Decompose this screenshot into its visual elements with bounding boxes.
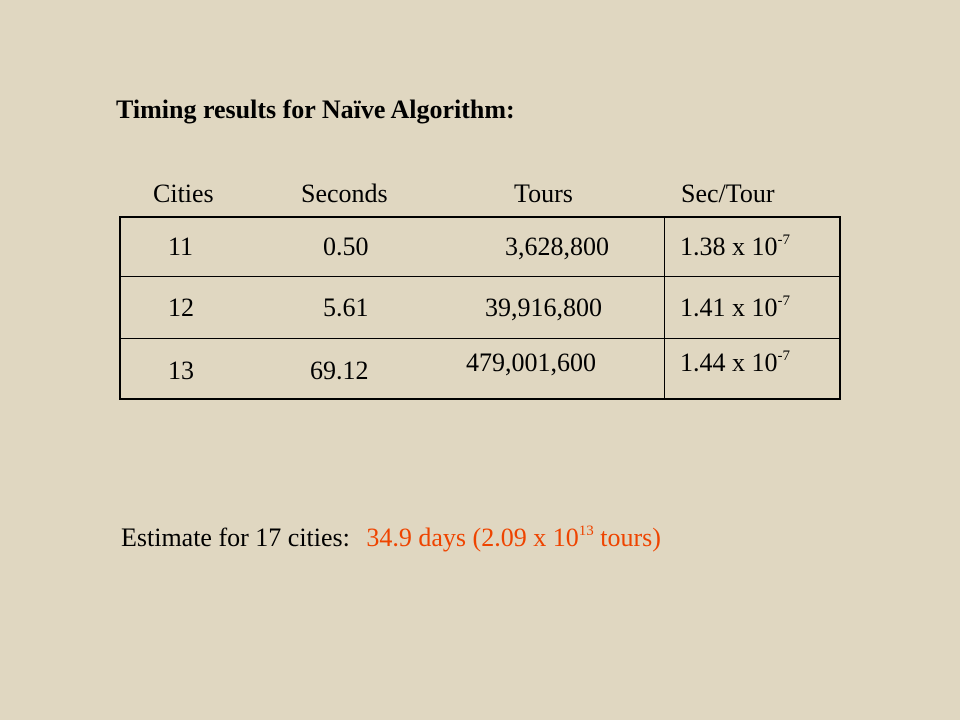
column-header-sec-per-tour: Sec/Tour bbox=[681, 179, 775, 208]
row-divider bbox=[121, 338, 839, 339]
sec-per-tour-mantissa: 1.38 x 10 bbox=[680, 232, 778, 261]
row-divider bbox=[121, 276, 839, 277]
sec-per-tour-mantissa: 1.41 x 10 bbox=[680, 293, 778, 322]
table-cell-sec-per-tour bbox=[680, 291, 790, 329]
table-cell-seconds: 5.61 bbox=[323, 293, 369, 322]
table-cell-seconds: 0.50 bbox=[323, 232, 369, 261]
estimate-result bbox=[366, 523, 661, 552]
table-cell-cities: 11 bbox=[168, 232, 194, 261]
table-cell-tours: 479,001,600 bbox=[466, 348, 596, 377]
sec-per-tour-exponent: -7 bbox=[777, 348, 790, 364]
estimate-result-suffix: tours) bbox=[593, 523, 661, 552]
estimate-label: Estimate for 17 cities: bbox=[121, 523, 350, 552]
table-cell-seconds: 69.12 bbox=[310, 356, 369, 385]
column-header-seconds: Seconds bbox=[301, 179, 388, 208]
sec-per-tour-exponent: -7 bbox=[777, 293, 790, 309]
estimate-line bbox=[121, 520, 661, 560]
table-cell-sec-per-tour bbox=[680, 346, 790, 384]
estimate-result-exponent: 13 bbox=[578, 523, 594, 539]
estimate-result-prefix: 34.9 days (2.09 x 10 bbox=[366, 523, 579, 552]
column-divider bbox=[664, 218, 665, 398]
sec-per-tour-mantissa: 1.44 x 10 bbox=[680, 348, 778, 377]
table-cell-tours: 39,916,800 bbox=[485, 293, 602, 322]
column-header-tours: Tours bbox=[514, 179, 573, 208]
slide-title: Timing results for Naïve Algorithm: bbox=[116, 95, 515, 124]
table-cell-sec-per-tour bbox=[680, 230, 790, 268]
table-cell-cities: 13 bbox=[168, 356, 194, 385]
table-cell-tours: 3,628,800 bbox=[505, 232, 609, 261]
table-cell-cities: 12 bbox=[168, 293, 194, 322]
sec-per-tour-exponent: -7 bbox=[777, 232, 790, 248]
column-header-cities: Cities bbox=[153, 179, 214, 208]
